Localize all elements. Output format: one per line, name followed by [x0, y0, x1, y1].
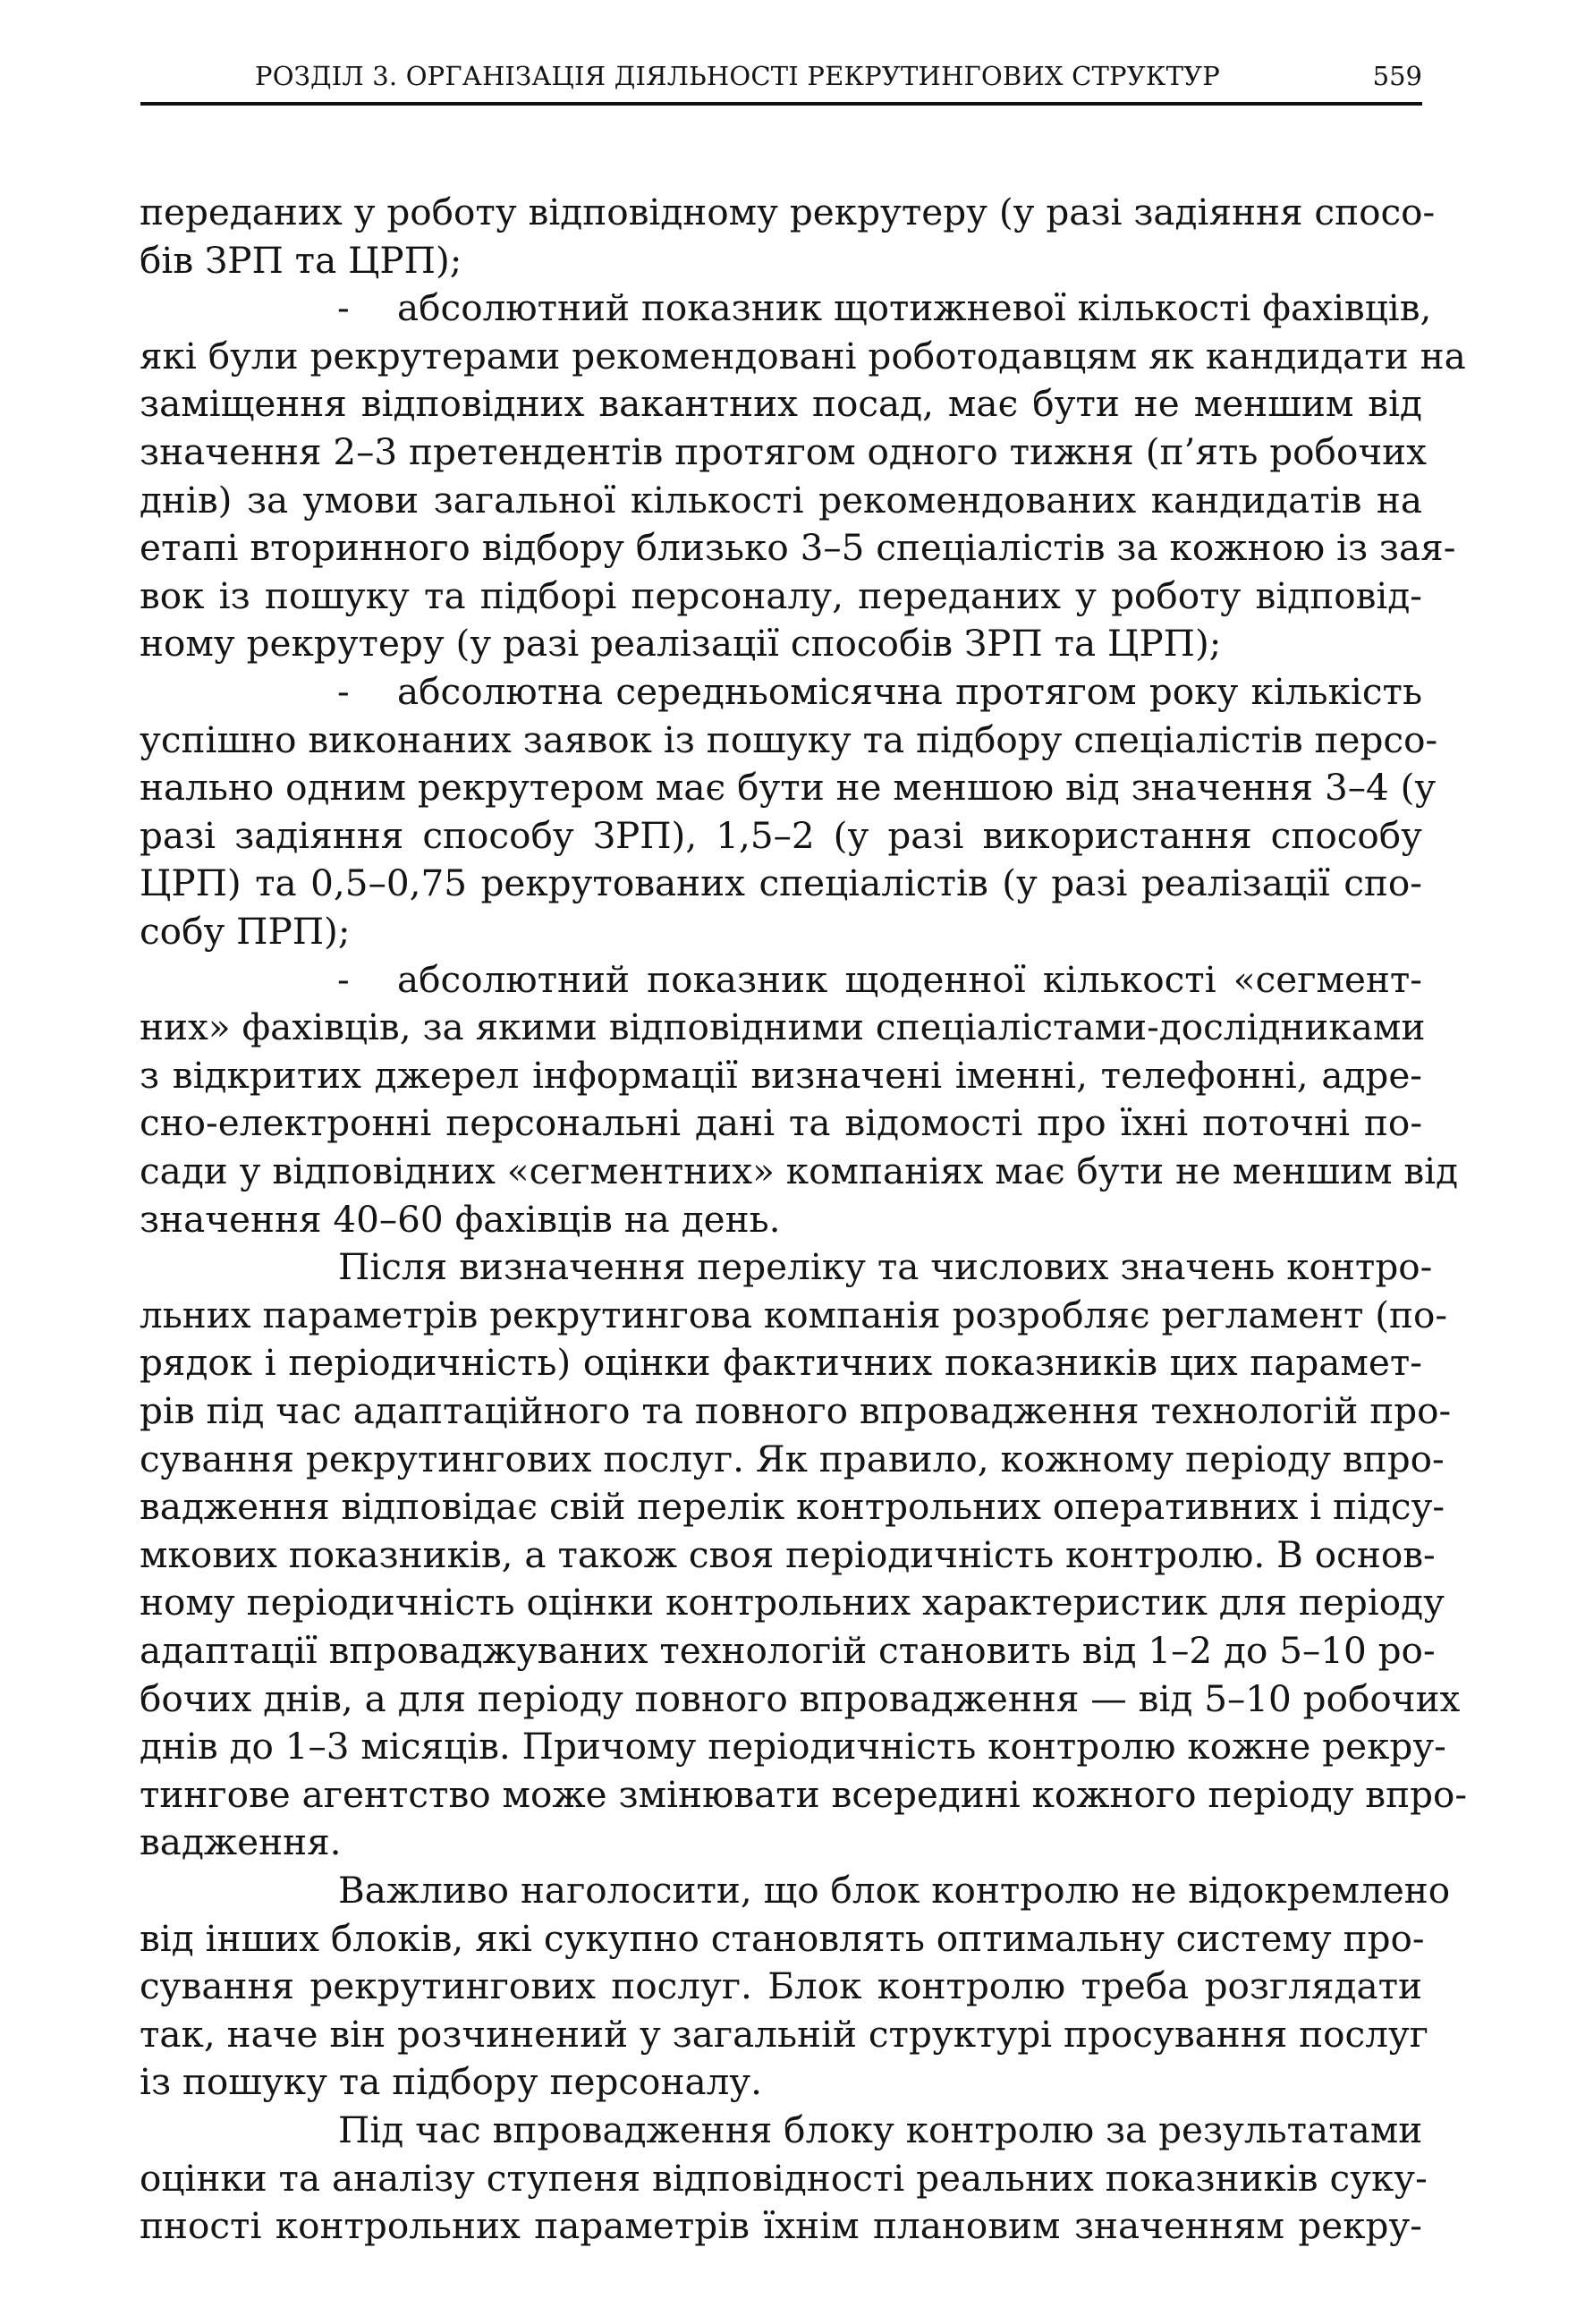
text-line [0, 1864, 1585, 1918]
line-text: Важливо наголосити, що блок контролю не відокремлено [338, 1869, 1451, 1912]
line-text: оцінки та аналізу ступеня відповідності реальних показників суку- [140, 2156, 1428, 2200]
line-text: ному періодичність оцінки контрольних характеристик для періоду [140, 1581, 1445, 1624]
text-line [0, 1720, 1585, 1774]
page-number: 559 [1372, 61, 1422, 91]
text-line [0, 1241, 1585, 1294]
text-line [0, 1529, 1585, 1582]
line-text: Під час впровадження блоку контролю за результатами [338, 2108, 1423, 2151]
text-line [0, 1097, 1585, 1150]
line-text: Після визначення переліку та числових значень контро- [338, 1245, 1433, 1289]
line-text: адаптації впроваджуваних технологій становить від 1–2 до 5–10 ро- [140, 1629, 1436, 1672]
text-line [0, 1816, 1585, 1870]
text-line [0, 1768, 1585, 1822]
text-line [0, 761, 1585, 815]
text-line [0, 377, 1585, 431]
text-line [0, 522, 1585, 575]
line-text: абсолютний показник щотижневої кількості фахівців, [397, 286, 1432, 330]
line-text: вок із пошуку та підборі персоналу, переданих у роботу відповід- [140, 573, 1422, 617]
text-line [0, 330, 1585, 384]
text-line [0, 2152, 1585, 2206]
line-text: тингове агентство може змінювати всередині кожного періоду впро- [140, 1772, 1468, 1816]
text-line [0, 666, 1585, 719]
text-line [0, 2200, 1585, 2253]
line-text: вадження відповідає свій перелік контрольних оперативних і підсу- [140, 1485, 1445, 1529]
text-line [0, 282, 1585, 335]
text-line [0, 1624, 1585, 1678]
text-line [0, 234, 1585, 288]
text-line [0, 1960, 1585, 2014]
line-text: рів під час адаптаційного та повного впровадження технологій про- [140, 1389, 1452, 1432]
line-text: днів до 1–3 місяців. Причому періодичність контролю кожне рекру- [140, 1725, 1446, 1768]
text-line [0, 714, 1585, 768]
text-line [0, 186, 1585, 240]
line-text: бочих днів, а для періоду повного впровадження — від 5–10 робочих [140, 1676, 1461, 1720]
line-text: переданих у роботу відповідному рекрутеру (у разі задіяння спосо- [140, 191, 1436, 233]
text-line [0, 1385, 1585, 1438]
line-text: з відкритих джерел інформації визначені іменні, телефонні, адре- [140, 1053, 1422, 1097]
text-line [0, 617, 1585, 671]
line-text: абсолютна середньомісячна протягом року кількість [397, 670, 1422, 713]
line-text: собу ПРП); [140, 910, 351, 953]
text-line [0, 1576, 1585, 1630]
line-text: льних параметрів рекрутингова компанія розробляє регламент (по- [140, 1293, 1448, 1336]
line-text: днів) за умови загальної кількості рекомендованих кандидатів на [140, 478, 1422, 522]
text-line [0, 2104, 1585, 2158]
line-text: із пошуку та підбору персоналу. [140, 2060, 763, 2104]
list-bullet: - [337, 957, 350, 1001]
line-text: від інших блоків, які сукупно становлять оптимальну систему про- [140, 1916, 1425, 1960]
text-line [0, 954, 1585, 1007]
text-line [0, 1049, 1585, 1103]
text-line [0, 1336, 1585, 1390]
line-text: етапі вторинного відбору близько 3–5 спеціалістів за кожною із зая- [140, 526, 1456, 570]
line-text: абсолютний показник щоденної кількості «сегмент- [397, 957, 1422, 1001]
line-text: вадження. [140, 1820, 342, 1864]
line-text: бів ЗРП та ЦРП); [140, 238, 462, 282]
text-line [0, 1913, 1585, 1966]
text-line [0, 1289, 1585, 1343]
text-line [0, 905, 1585, 959]
line-text: рядок і періодичність) оцінки фактичних показників цих парамет- [140, 1341, 1422, 1385]
line-text: успішно виконаних заявок із пошуку та підбору спеціалістів персо- [140, 717, 1438, 761]
text-line [0, 1145, 1585, 1199]
line-text: мкових показників, а також своя періодичність контролю. В основ- [140, 1532, 1436, 1576]
line-text: значення 2–3 претендентів протягом одного тижня (п’ять робочих [140, 430, 1427, 473]
line-text: заміщення відповідних вакантних посад, має бути не меншим від [140, 382, 1422, 426]
text-line [0, 2056, 1585, 2109]
line-text: які були рекрутерами рекомендовані роботодавцям як кандидати на [140, 334, 1466, 377]
text-line [0, 1433, 1585, 1487]
line-text: них» фахівців, за якими відповідними спеціалістами-дослідниками [140, 1005, 1426, 1049]
line-text: сади у відповідних «сегментних» компаніях має бути не меншим від [140, 1149, 1459, 1192]
line-text: ЦРП) та 0,5–0,75 рекрутованих спеціалістів (у разі реалізації спо- [140, 861, 1422, 905]
text-line [0, 1673, 1585, 1726]
text-line [0, 2008, 1585, 2062]
list-bullet: - [337, 286, 350, 330]
list-bullet: - [337, 670, 350, 713]
text-line [0, 1001, 1585, 1055]
line-text: нально одним рекрутером має бути не меншою від значення 3–4 (у [140, 766, 1437, 810]
line-text: пності контрольних параметрів їхнім плановим значенням рекру- [140, 2204, 1422, 2248]
text-line [0, 1480, 1585, 1534]
text-line [0, 810, 1585, 863]
text-line [0, 1193, 1585, 1247]
chapter-title: РОЗДІЛ 3. ОРГАНІЗАЦІЯ ДІЯЛЬНОСТІ РЕКРУТИНГОВИХ СТРУКТУР [255, 61, 1220, 91]
line-text: разі задіяння способу ЗРП), 1,5–2 (у разі використання способу [140, 813, 1422, 857]
line-text: значення 40–60 фахівців на день. [140, 1197, 781, 1241]
line-text: сування рекрутингових послуг. Як правило, кожному періоду впро- [140, 1437, 1445, 1480]
text-line [0, 857, 1585, 911]
line-text: сно-електронні персональні дані та відомості про їхні поточні по- [140, 1101, 1422, 1145]
text-line [0, 426, 1585, 479]
line-text: сування рекрутингових послуг. Блок контролю треба розглядати [140, 1964, 1422, 2008]
text-line [0, 570, 1585, 623]
line-text: так, наче він розчинений у загальній структурі просування послуг [140, 2012, 1429, 2056]
line-text: ному рекрутеру (у разі реалізації способів ЗРП та ЦРП); [140, 622, 1222, 666]
text-line [0, 474, 1585, 528]
